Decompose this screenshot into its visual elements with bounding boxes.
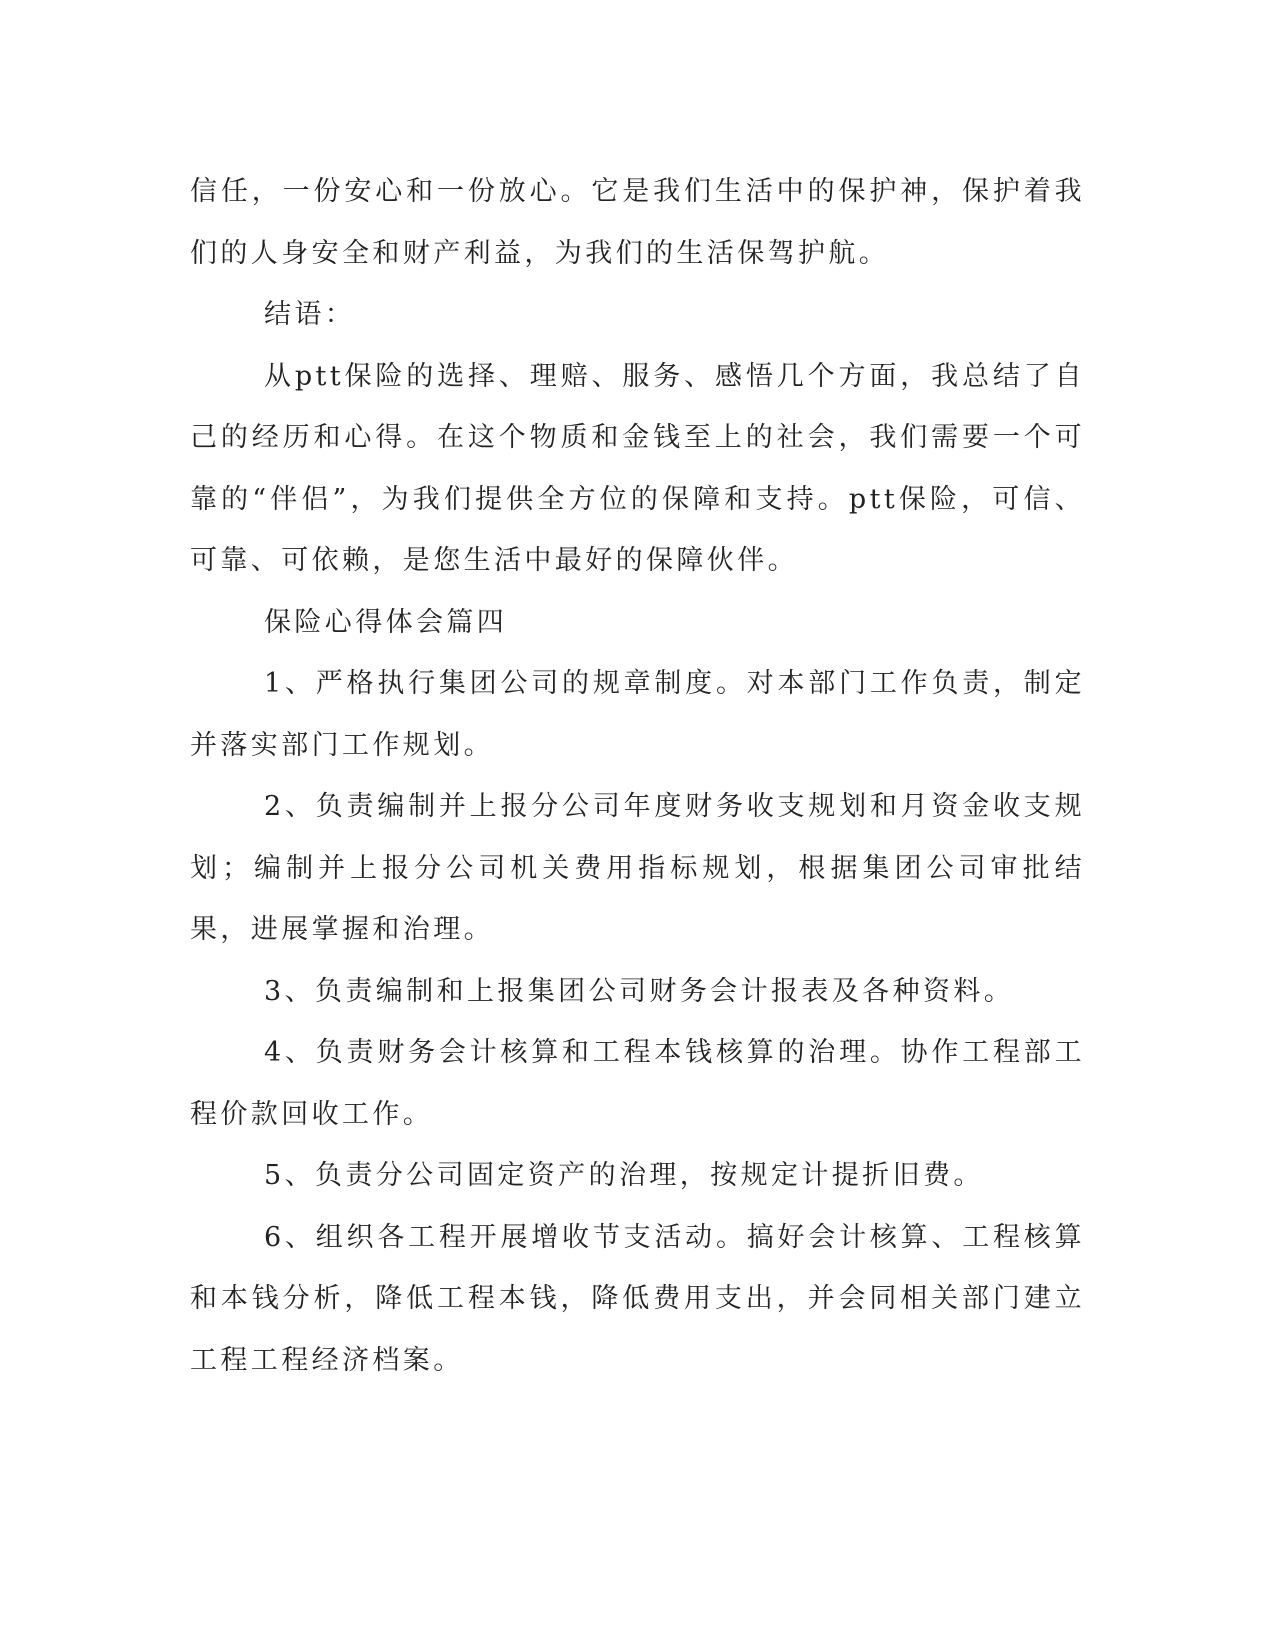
list-item-2: 2、负责编制并上报分公司年度财务收支规划和月资金收支规划；编制并上报分公司机关费用指标规划，根据集团公司审批结果，进展掌握和治理。	[190, 791, 1085, 945]
section-title: 保险心得体会篇四	[264, 606, 508, 638]
list-item-3: 3、负责编制和上报集团公司财务会计报表及各种资料。	[264, 975, 1015, 1007]
list-item-1: 1、严格执行集团公司的规章制度。对本部门工作负责，制定并落实部门工作规划。	[190, 668, 1085, 761]
paragraph-intro-continuation: 信任，一份安心和一份放心。它是我们生活中的保护神，保护着我们的人身安全和财产利益，为我们的生活保驾护航。	[190, 176, 1085, 269]
document-body	[190, 161, 1085, 1391]
list-item-4: 4、负责财务会计核算和工程本钱核算的治理。协作工程部工程价款回收工作。	[190, 1037, 1085, 1130]
list-item-6: 6、组织各工程开展增收节支活动。搞好会计核算、工程核算和本钱分析，降低工程本钱，降低费用支出，并会同相关部门建立工程工程经济档案。	[190, 1221, 1085, 1376]
conclusion-heading: 结语：	[264, 299, 356, 330]
list-item-5: 5、负责分公司固定资产的治理，按规定计提折旧费。	[264, 1160, 984, 1191]
paragraph-conclusion-body: 从ptt保险的选择、理赔、服务、感悟几个方面，我总结了自己的经历和心得。在这个物质和金钱至上的社会，我们需要一个可靠的“伴侣”，为我们提供全方位的保障和支持。ptt保险，可信、可靠、可依赖，是您生活中最好的保障伙伴。	[190, 360, 1085, 576]
